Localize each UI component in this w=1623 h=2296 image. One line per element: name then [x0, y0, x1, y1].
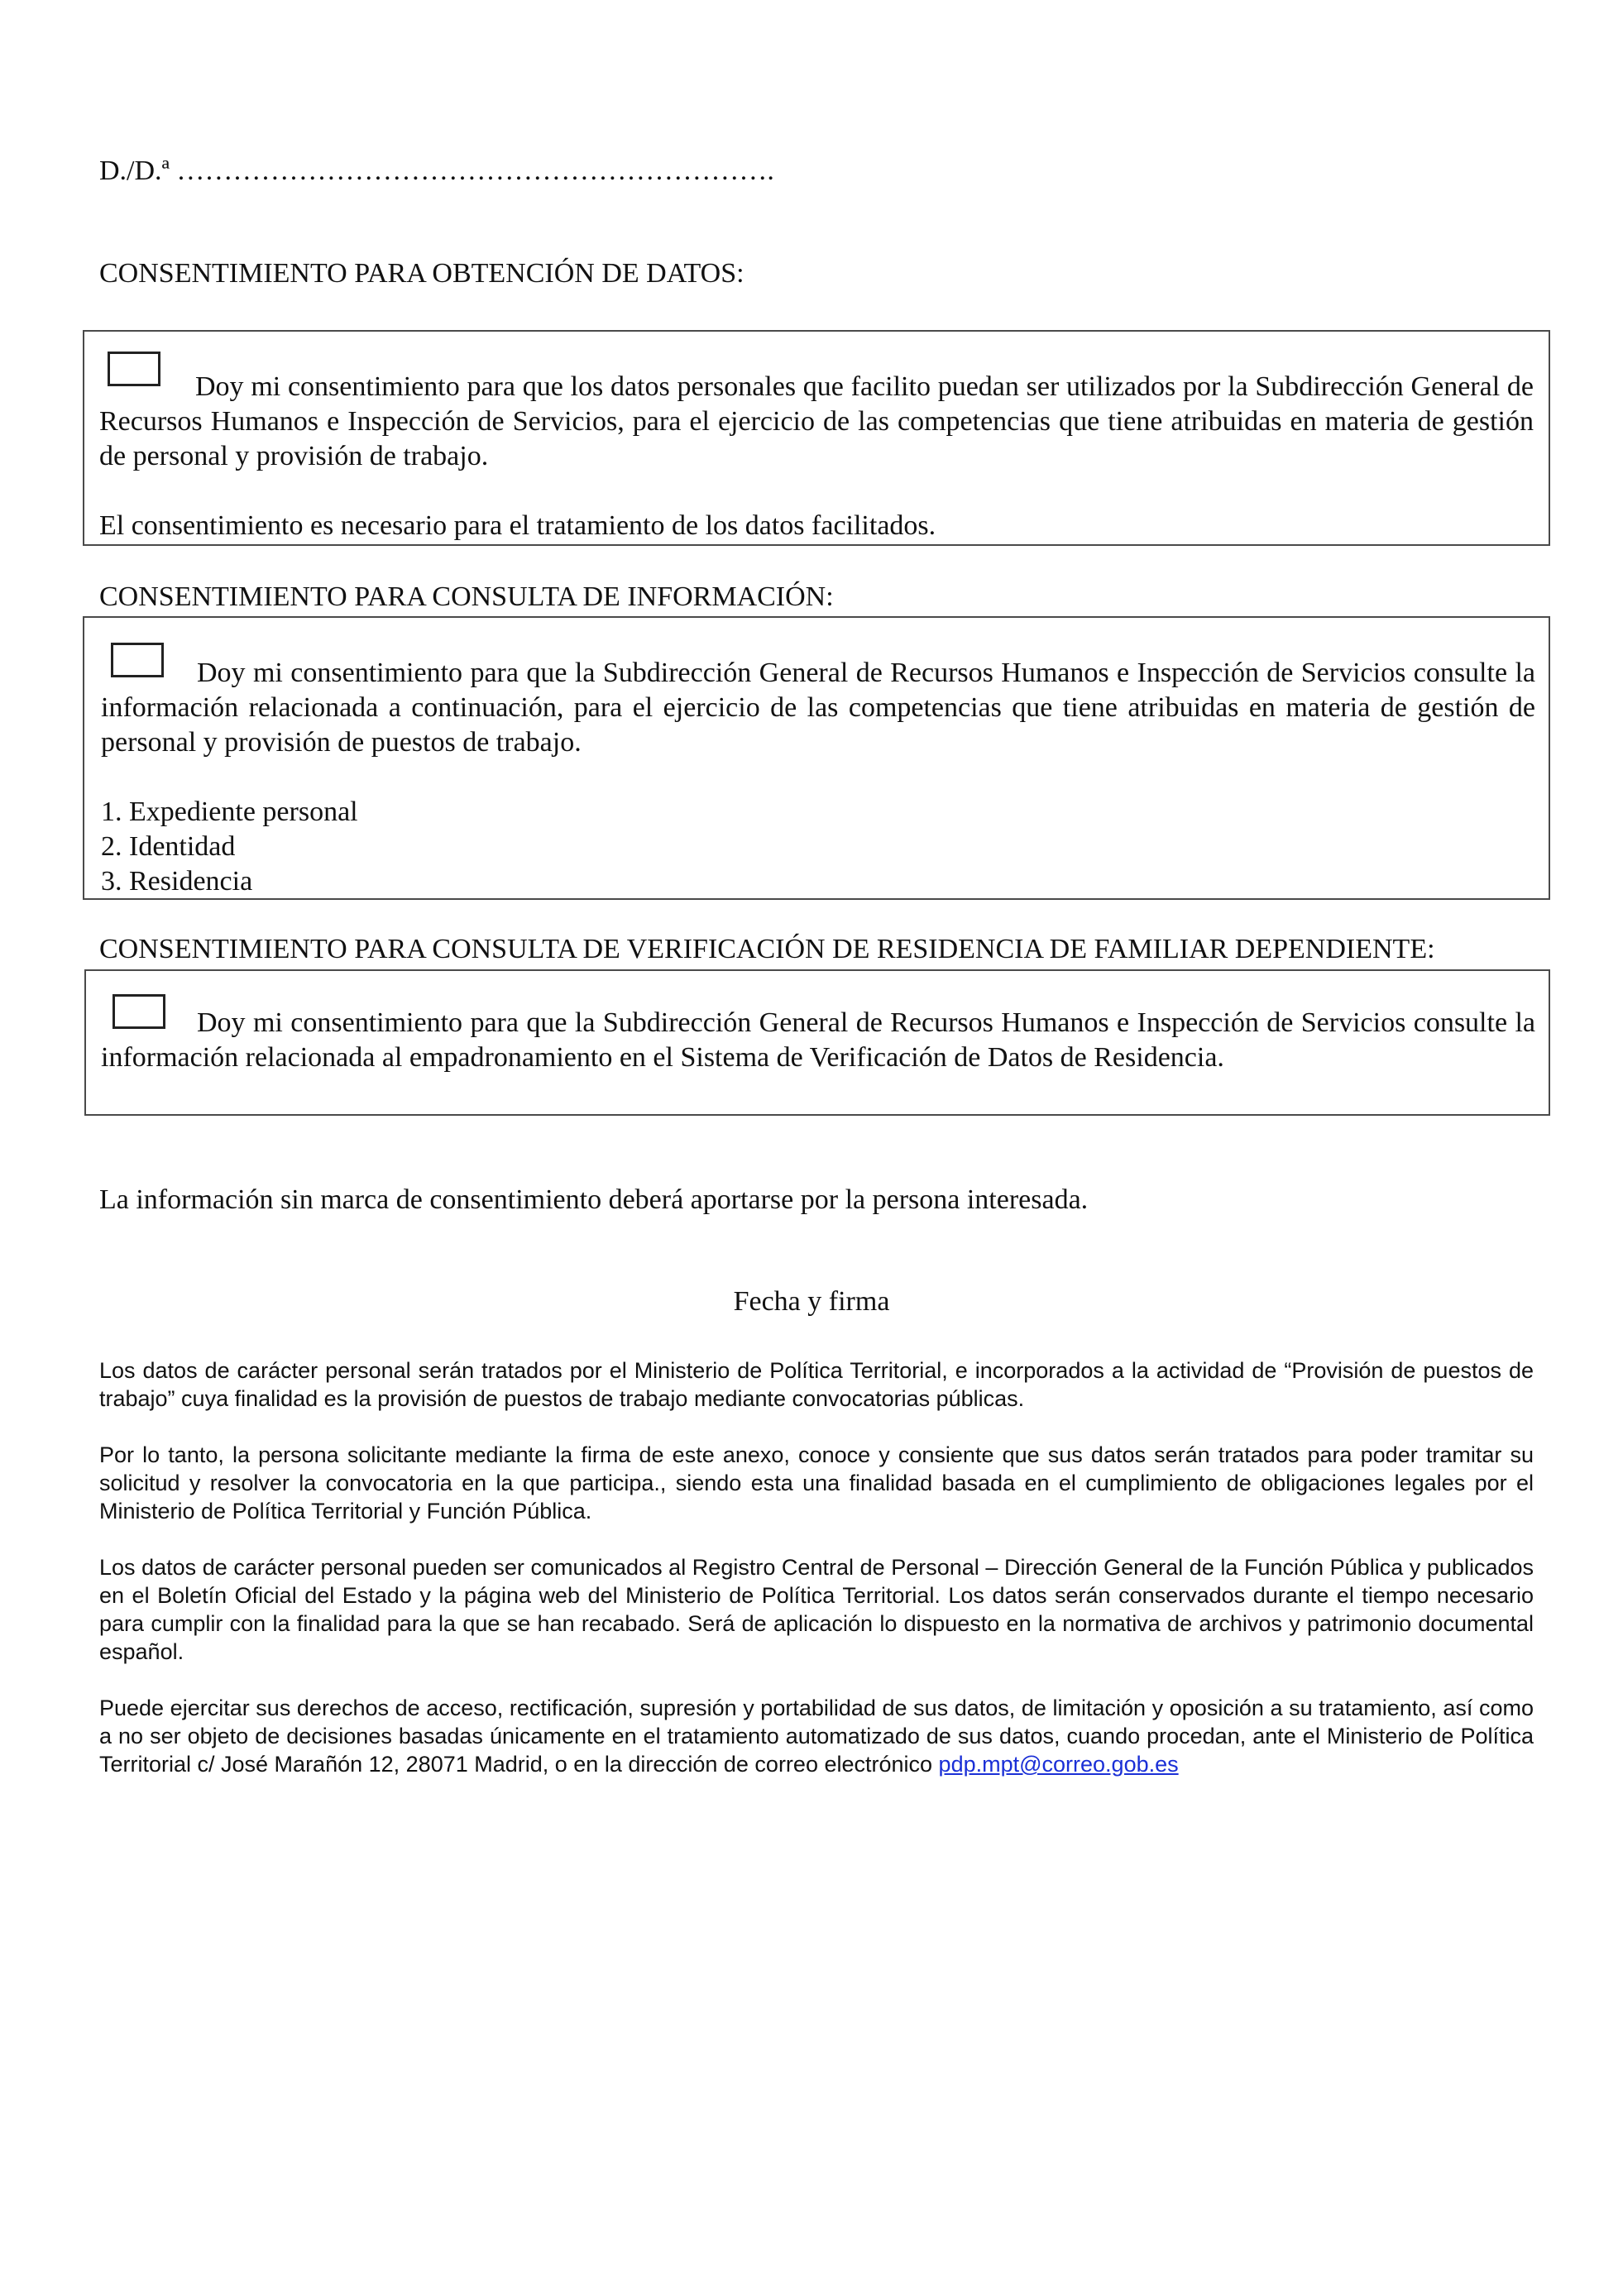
privacy-rights-text: Puede ejercitar sus derechos de acceso, rectificación, supresión y portabilidad de sus datos, de limitación y oposición a su tratamiento, así como a no ser objeto de decisiones basadas únicamente en el tratamiento automatizado de sus datos, cuando procedan, ante el Ministerio de Política Territorial c/ José Marañón 12, 28071 Madrid, o en la dirección de correo electrónico: [99, 1696, 1534, 1777]
list-item-identidad: 2. Identidad: [101, 831, 236, 862]
privacy-paragraph-2: Por lo tanto, la persona solicitante mediante la firma de este anexo, conoce y consiente que sus datos serán tratados para poder tramitar su solicitud y resolver la convocatoria en la que participa., siendo esta una finalidad basada en el cumplimiento de obligaciones legales por el Ministerio de Política Territorial y Función Pública.: [99, 1442, 1534, 1523]
consent-text-block: [99, 370, 1534, 543]
privacy-email-link[interactable]: pdp.mpt@correo.gob.es: [938, 1752, 1179, 1777]
consent-note: El consentimiento es necesario para el tratamiento de los datos facilitados.: [99, 510, 936, 541]
section-title-obtencion-datos: CONSENTIMIENTO PARA OBTENCIÓN DE DATOS:: [99, 258, 744, 289]
paragraph-gap: [99, 474, 1534, 509]
consent-text-verificacion-residencia: Doy mi consentimiento para que la Subdirección General de Recursos Humanos e Inspección de Servicios consulte la información relacionada al empadronamiento en el Sistema de Verificación de Datos de Residencia.: [101, 1007, 1535, 1073]
privacy-notice: [99, 1356, 1534, 1806]
consent-box-verificacion-residencia: [84, 969, 1550, 1116]
signature-label: Fecha y firma: [733, 1286, 890, 1317]
paragraph-gap: [101, 760, 1535, 795]
privacy-paragraph-1: Los datos de carácter personal serán tratados por el Ministerio de Política Territorial, e incorporados a la actividad de “Provisión de puestos de trabajo” cuya finalidad es la provisión de puestos de trabajo mediante convocatorias públicas.: [99, 1358, 1534, 1411]
consent-box-obtencion-datos: [83, 330, 1550, 546]
consent-text-block: [101, 656, 1535, 899]
section-title-verificacion-residencia: CONSENTIMIENTO PARA CONSULTA DE VERIFICACIÓN DE RESIDENCIA DE FAMILIAR DEPENDIENTE:: [99, 934, 1435, 964]
privacy-paragraph-3: Los datos de carácter personal pueden ser comunicados al Registro Central de Personal – Dirección General de la Función Pública y publicados en el Boletín Oficial del Estado y la página web del Ministerio de Política Territorial. Los datos serán conservados durante el tiempo necesario para cumplir con la finalidad para la que se han recabado. Será de aplicación lo dispuesto en la normativa de archivos y patrimonio documental español.: [99, 1555, 1534, 1664]
section-title-consulta-informacion: CONSENTIMIENTO PARA CONSULTA DE INFORMACIÓN:: [99, 581, 834, 612]
list-item-residencia: 3. Residencia: [101, 866, 253, 897]
consent-box-consulta-informacion: [83, 616, 1550, 900]
consent-text-block: [101, 1006, 1535, 1075]
footer-note: La información sin marca de consentimiento deberá aportarse por la persona interesada.: [99, 1184, 1089, 1215]
privacy-paragraph-4: [99, 1694, 1534, 1778]
list-item-expediente: 1. Expediente personal: [101, 796, 358, 827]
consent-text-consulta-informacion: Doy mi consentimiento para que la Subdirección General de Recursos Humanos e Inspección de Servicios consulte la información relacionada a continuación, para el ejercicio de las competencias que tiene atribuidas en materia de gestión de personal y provisión de puestos de trabajo.: [101, 658, 1535, 758]
name-line[interactable]: D./D.ª ……………………………………………………….: [99, 155, 774, 186]
consent-text-obtencion-datos: Doy mi consentimiento para que los datos personales que facilito puedan ser utilizados por la Subdirección General de Recursos Humanos e Inspección de Servicios, para el ejercicio de las competencias que tiene atribuidas en materia de gestión de personal y provisión de trabajo.: [99, 371, 1534, 471]
